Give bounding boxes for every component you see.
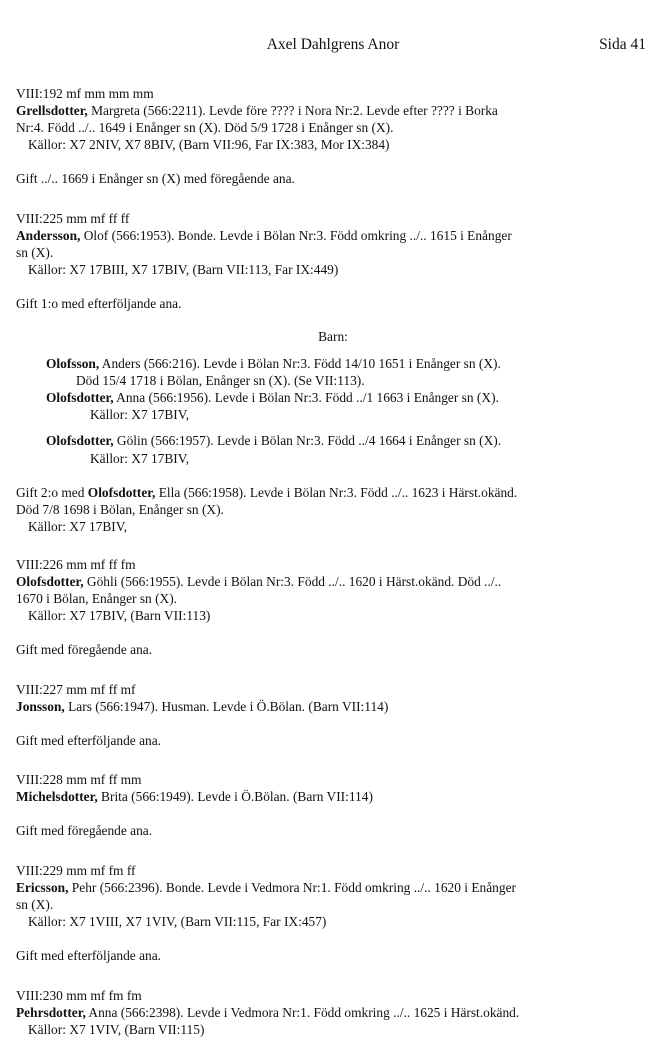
entry-line	[16, 788, 646, 805]
child-name: Olofsdotter,	[46, 433, 114, 448]
sources: Källor: X7 17BIV, (Barn VII:113)	[28, 608, 211, 623]
entry-text: Göhli (566:1955). Levde i Bölan Nr:3. Född ../.. 1620 i Härst.okänd. Död ../..	[83, 574, 502, 589]
entry-code: VIII:228 mm mf ff mm	[16, 772, 142, 787]
marriage-note: Gift 1:o med efterföljande ana.	[16, 296, 182, 311]
marriage-note: Gift med efterföljande ana.	[16, 733, 161, 748]
entry-text: Anna (566:2398). Levde i Vedmora Nr:1. Född omkring ../.. 1625 i Härst.okänd.	[85, 1005, 520, 1020]
child-sources: Källor: X7 17BIV,	[90, 407, 190, 422]
entry-text: Nr:4. Född ../.. 1649 i Enånger sn (X). Död 5/9 1728 i Enånger sn (X).	[16, 120, 394, 135]
sources: Källor: X7 2NIV, X7 8BIV, (Barn VII:96, Far IX:383, Mor IX:384)	[28, 137, 390, 152]
entry-line	[16, 879, 646, 896]
spouse-name: Olofsdotter,	[87, 485, 156, 500]
page-title: Axel Dahlgrens Anor	[266, 36, 400, 53]
person-name: Grellsdotter,	[16, 103, 88, 118]
entry-line	[16, 102, 646, 119]
child-line	[46, 355, 501, 372]
second-marriage	[16, 484, 646, 501]
entry-text: Ella (566:1958). Levde i Bölan Nr:3. Född ../.. 1623 i Härst.okänd.	[155, 485, 518, 500]
children-heading: Barn:	[318, 329, 348, 344]
sources: Källor: X7 1VIII, X7 1VIV, (Barn VII:115, Far IX:457)	[28, 914, 327, 929]
child-text: Gölin (566:1957). Levde i Bölan Nr:3. Född ../4 1664 i Enånger sn (X).	[113, 433, 502, 448]
entry-text: Död 7/8 1698 i Bölan, Enånger sn (X).	[16, 502, 224, 517]
child-text: Anders (566:216). Levde i Bölan Nr:3. Född 14/10 1651 i Enånger sn (X).	[99, 356, 501, 371]
entry-text: Pehr (566:2396). Bonde. Levde i Vedmora Nr:1. Född omkring ../.. 1620 i Enånger	[68, 880, 516, 895]
child-name: Olofsson,	[46, 356, 100, 371]
child-sources: Källor: X7 17BIV,	[90, 451, 190, 466]
sources: Källor: X7 17BIV,	[28, 519, 128, 534]
page-number: Sida 41	[599, 36, 646, 53]
person-name: Pehrsdotter,	[16, 1005, 86, 1020]
entry-line	[16, 573, 646, 590]
entry-line	[16, 227, 646, 244]
entry-text: Margreta (566:2211). Levde före ???? i Nora Nr:2. Levde efter ???? i Borka	[87, 103, 498, 118]
entry-code: VIII:225 mm mf ff ff	[16, 211, 130, 226]
child-line	[46, 432, 501, 449]
marriage-note: Gift med föregående ana.	[16, 642, 153, 657]
entry-line	[16, 698, 646, 715]
child-text: Anna (566:1956). Levde i Bölan Nr:3. Född ../1 1663 i Enånger sn (X).	[113, 390, 499, 405]
entry-code: VIII:230 mm mf fm fm	[16, 988, 142, 1003]
person-name: Andersson,	[16, 228, 81, 243]
entry-text: Brita (566:1949). Levde i Ö.Bölan. (Barn VII:114)	[97, 789, 373, 804]
person-name: Michelsdotter,	[16, 789, 98, 804]
child-line	[46, 389, 499, 406]
marriage-note: Gift med efterföljande ana.	[16, 948, 161, 963]
person-name: Ericsson,	[16, 880, 69, 895]
person-name: Olofsdotter,	[16, 574, 84, 589]
entry-text: sn (X).	[16, 897, 54, 912]
child-name: Olofsdotter,	[46, 390, 114, 405]
marriage-note: Gift ../.. 1669 i Enånger sn (X) med föregående ana.	[16, 171, 295, 186]
child-text: Död 15/4 1718 i Bölan, Enånger sn (X). (Se VII:113).	[76, 373, 365, 388]
entry-code: VIII:229 mm mf fm ff	[16, 863, 136, 878]
sources: Källor: X7 17BIII, X7 17BIV, (Barn VII:113, Far IX:449)	[28, 262, 339, 277]
entry-text: Olof (566:1953). Bonde. Levde i Bölan Nr:3. Född omkring ../.. 1615 i Enånger	[80, 228, 512, 243]
entry-text: 1670 i Bölan, Enånger sn (X).	[16, 591, 178, 606]
entry-code: VIII:226 mm mf ff fm	[16, 557, 136, 572]
entry-text: Gift 2:o med	[16, 485, 88, 500]
entry-code: VIII:227 mm mf ff mf	[16, 682, 136, 697]
person-name: Jonsson,	[16, 699, 65, 714]
sources: Källor: X7 1VIV, (Barn VII:115)	[28, 1022, 205, 1037]
marriage-note: Gift med föregående ana.	[16, 823, 153, 838]
entry-text: sn (X).	[16, 245, 54, 260]
entry-line	[16, 1004, 646, 1021]
entry-code: VIII:192 mf mm mm mm	[16, 86, 154, 101]
entry-text: Lars (566:1947). Husman. Levde i Ö.Bölan. (Barn VII:114)	[64, 699, 389, 714]
